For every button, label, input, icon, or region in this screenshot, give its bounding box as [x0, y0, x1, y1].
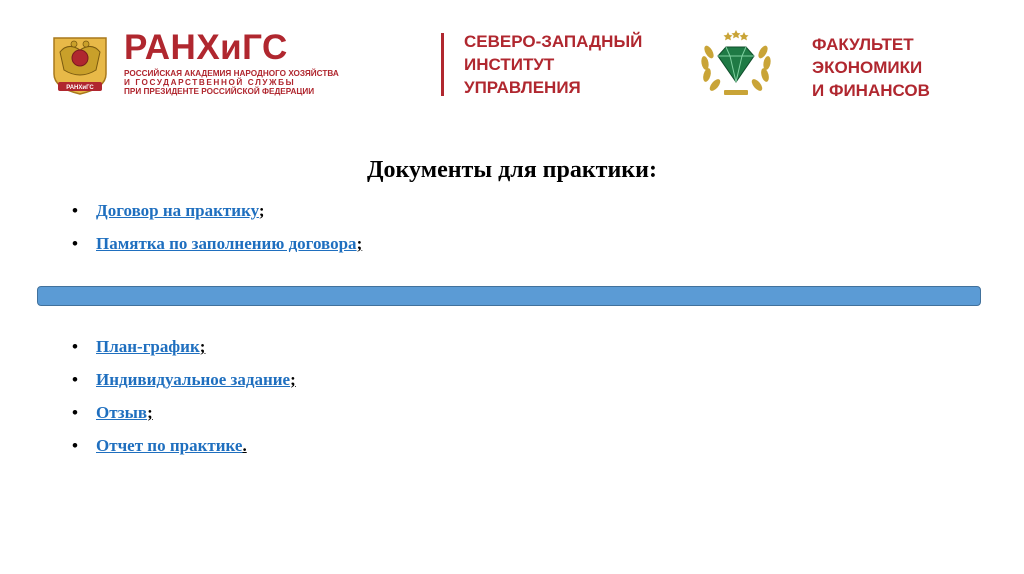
list-item-punct: ; — [258, 201, 265, 220]
review-link[interactable]: Отзыв — [96, 403, 148, 422]
page-heading: Документы для практики: — [367, 157, 657, 183]
sziu-line3: УПРАВЛЕНИЯ — [464, 78, 581, 97]
documents-list-top — [72, 200, 362, 266]
faculty-line2: ЭКОНОМИКИ — [812, 58, 923, 77]
list-item-punct: ; — [356, 234, 363, 253]
header — [0, 0, 1024, 110]
contract-guide-link[interactable]: Памятка по заполнению договора — [96, 234, 357, 253]
ranepa-emblem-caption: РАНХиГС — [66, 85, 94, 91]
faculty-line3: И ФИНАНСОВ — [812, 81, 930, 100]
practice-report-link[interactable]: Отчет по практике — [96, 436, 243, 455]
ranepa-subtitle-line3: ПРИ ПРЕЗИДЕНТЕ РОССИЙСКОЙ ФЕДЕРАЦИИ — [124, 87, 315, 96]
sziu-line1: СЕВЕРО-ЗАПАДНЫЙ — [464, 32, 643, 51]
list-item — [72, 233, 362, 266]
documents-list-bottom — [72, 336, 296, 468]
ranepa-subtitle-line1: РОССИЙСКАЯ АКАДЕМИЯ НАРОДНОГО ХОЗЯЙСТВА — [124, 69, 339, 78]
faculty-line1: ФАКУЛЬТЕТ — [812, 35, 914, 54]
individual-task-link[interactable]: Индивидуальное задание — [96, 370, 291, 389]
list-item-punct: ; — [290, 370, 296, 389]
bullet: • — [72, 436, 78, 455]
list-item — [72, 435, 296, 468]
list-item-punct: . — [242, 436, 247, 455]
contract-link[interactable]: Договор на практику — [96, 201, 259, 220]
bullet: • — [72, 201, 78, 220]
list-item — [72, 200, 362, 233]
ranepa-emblem-icon — [50, 30, 110, 96]
bullet: • — [72, 403, 78, 422]
faculty-diamond-emblem-icon — [696, 30, 776, 98]
schedule-plan-link[interactable]: План-график — [96, 337, 200, 356]
bullet: • — [72, 234, 78, 253]
ranepa-subtitle-line2: И ГОСУДАРСТВЕННОЙ СЛУЖБЫ — [124, 78, 296, 87]
list-item — [72, 402, 296, 435]
section-divider-bar — [37, 286, 981, 306]
list-item — [72, 369, 296, 402]
bullet: • — [72, 337, 78, 356]
list-item-punct: ; — [147, 403, 153, 422]
list-item — [72, 336, 296, 369]
header-divider — [441, 33, 444, 96]
list-item-punct: ; — [199, 337, 206, 356]
ranepa-title: РАНХиГС — [124, 28, 288, 67]
bullet: • — [72, 370, 78, 389]
sziu-line2: ИНСТИТУТ — [464, 55, 555, 74]
